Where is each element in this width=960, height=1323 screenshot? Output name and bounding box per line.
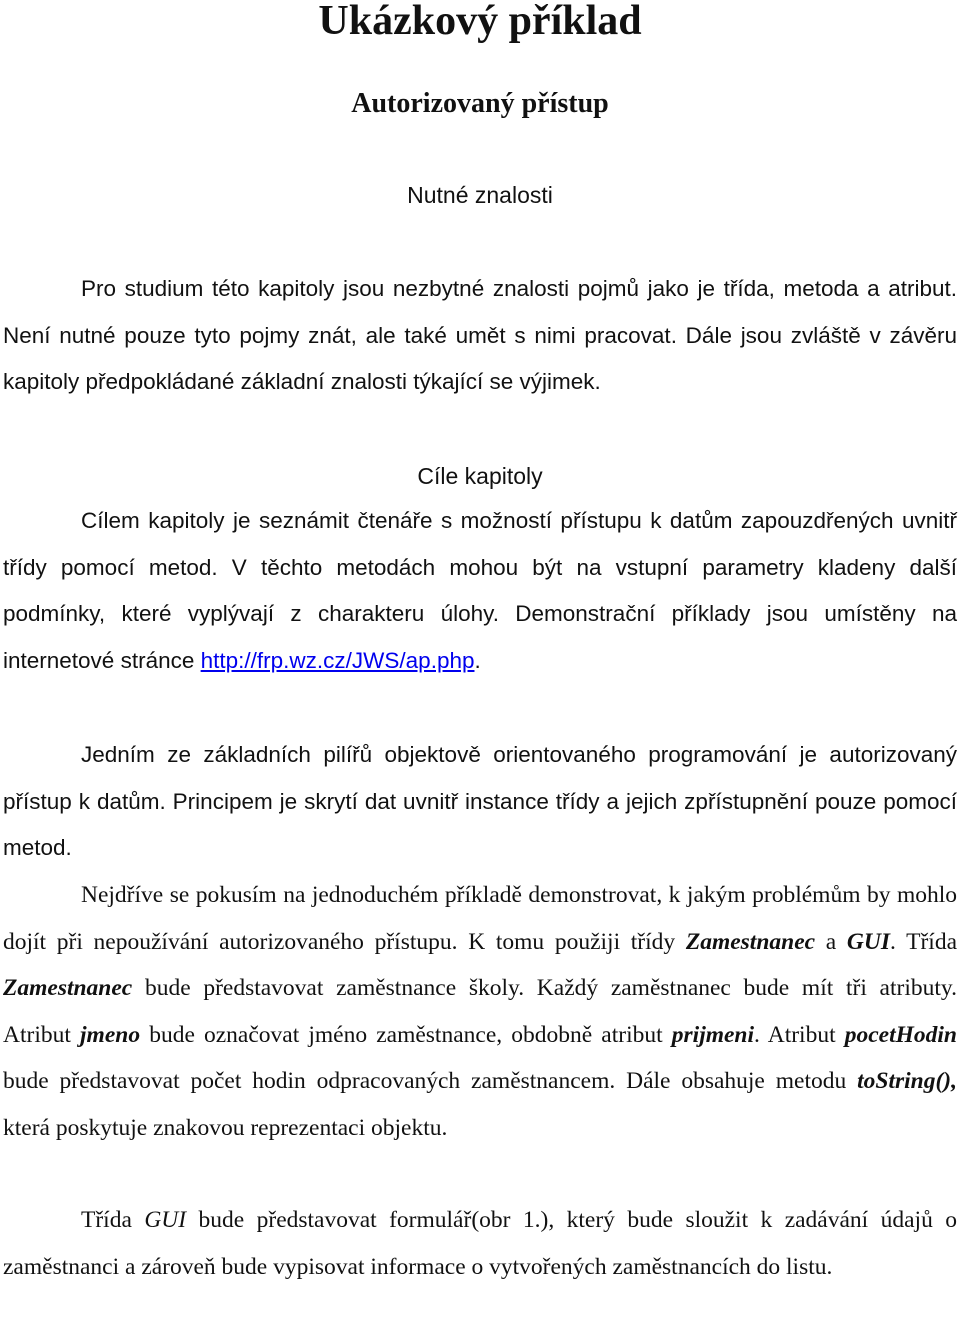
class-name-gui: GUI (144, 1207, 187, 1233)
text-run: Třída (81, 1207, 145, 1233)
class-name-zamestnanec: Zamestnanec (685, 928, 816, 955)
class-name-zamestnanec: Zamestnanec (3, 975, 133, 1001)
text-run: a (815, 928, 847, 955)
method-tostring: toString(), (857, 1068, 957, 1094)
goals-text-end: . (474, 647, 481, 673)
text-run: bude představovat zaměstnance školy. Každý zaměstnanec bude mít tři atributy. Atribut (3, 975, 957, 1048)
document-title: Ukázkový příklad (318, 0, 642, 44)
knowledge-paragraph: Pro studium této kapitoly jsou nezbytné znalosti pojmů jako je třída, metoda a atribut. Není nutné pouze tyto pojmy znát, ale také umět s nimi pracovat. Dále jsou zvláště v závěru kapitoly předpokládané základní znalosti týkající se výjimek. (3, 276, 957, 394)
goals-paragraph (3, 498, 957, 684)
goals-heading: Cíle kapitoly (417, 463, 543, 489)
class-name-gui: GUI (846, 928, 890, 955)
text-run: Nejdříve se pokusím na jednoduchém příkladě demonstrovat, k jakým problémům by mohlo dojít při nepoužívání autorizovaného přístupu. K tomu použiji třídy (3, 882, 957, 955)
demo-examples-link[interactable]: http://frp.wz.cz/JWS/ap.php (200, 647, 475, 673)
text-run: která poskytuje znakovou reprezentaci objektu. (3, 1114, 448, 1141)
knowledge-heading: Nutné znalosti (407, 182, 553, 208)
intro-paragraph: Jedním ze základních pilířů objektově orientovaného programování je autorizovaný přístup k datům. Principem je skrytí dat uvnitř instance třídy a jejich zpřístupnění pouze pomocí metod. (3, 742, 957, 860)
attribute-jmeno: jmeno (80, 1021, 141, 1048)
document-subtitle: Autorizovaný přístup (351, 88, 609, 119)
example-paragraph (3, 872, 957, 1151)
text-run: bude představovat formulář(obr 1.), který bude sloužit k zadávání údajů o zaměstnanci a zároveň bude vypisovat informace o vytvořených zaměstnancích do listu. (3, 1207, 957, 1280)
text-run: . Atribut (754, 1021, 845, 1048)
text-run: bude označovat jméno zaměstnance, obdobně atribut (140, 1021, 672, 1048)
goals-text: Cílem kapitoly je seznámit čtenáře s možností přístupu k datům zapouzdřených uvnitř třídy pomocí metod. V těchto metodách mohou být na vstupní parametry kladeny další podmínky, které vyplývají z charakteru úlohy. Demonstrační příklady jsou umístěny na internetové stránce (3, 508, 957, 673)
text-run: . Třída (889, 928, 958, 955)
attribute-prijmeni: prijmeni (671, 1021, 755, 1048)
text-run: bude představovat počet hodin odpracovaných zaměstnancem. Dále obsahuje metodu (3, 1068, 858, 1094)
attribute-pocethodin: pocetHodin (844, 1021, 958, 1048)
gui-paragraph (3, 1197, 957, 1290)
